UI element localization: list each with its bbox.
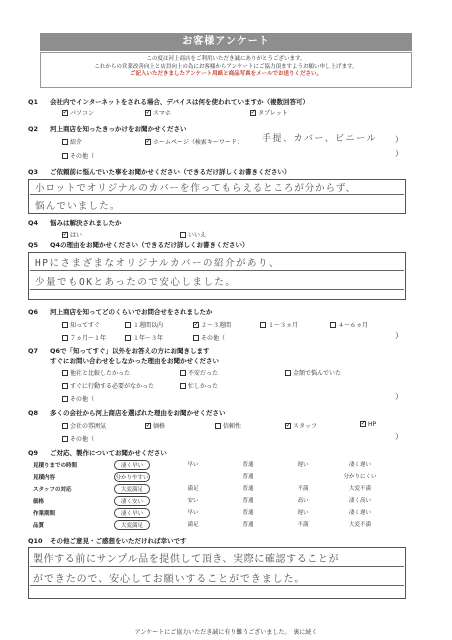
- q9-rating-option[interactable]: 高い: [297, 498, 309, 504]
- q8-opt-hp[interactable]: ✓ HP: [360, 421, 376, 428]
- q7-opt-compare[interactable]: 他社と比較したかった: [62, 368, 130, 377]
- q10-answer-line-1: 製作する前にサンプル品を提供して頂き、実際に確認することが: [33, 554, 340, 565]
- checkbox[interactable]: [125, 322, 131, 328]
- q4-heading: Q4 悩みは解決されましたか: [28, 219, 122, 227]
- intro-box: [40, 52, 412, 88]
- q7-opt-other[interactable]: その他（: [62, 394, 94, 403]
- q6-opt-2-3-weeks[interactable]: ✓ ２～３週間: [193, 320, 231, 329]
- survey-page: お客様アンケート この度は河上商店をご利用いただき誠にありがとうございます。 これからの営業改善向上と店員向上の為にお客様からアンケートにご協力頂ますようお願い申し上げます。 ご記入いただきましたアンケート用紙と商品写真をメールでお送りください。 Q1 会社内でインターネットをされる場合、デバイスは何を使われていますか（複数回答可） ✓パソコン ✓ スマホ ✓ タブレット Q2 河上商店を知ったきっかけをお聞かせください 紹介 ✓ ホームページ（検索キーワード： 手提、カバー、ビニール ） その他（ ） Q3 ご依頼前に悩んでいた事をお聞かせください（できるだけ詳しくお書きください） 小ロットでオリジナルのカバーを作ってもらえるところが分からず、 悩んでいました。 Q4 悩みは解決されましたか ✓はい いいえ Q5 Q4の理由をお聞かせください（できるだけ詳しくお書きください） HPにさまざまなオリジナルカバーの紹介があり、 少量でもOKとあったので安心しました。 Q6 河上商店を知ってどのくらいでお問合せをされましたか 知ってすぐ １週間以内 ✓ ２～３週間 １～３ヵ月 ４～６ヵ月 ７ヵ月～１年 １年～３年 その他（ ） Q7 Q6で「知ってすぐ」以外をお答えの方にお聞きします すぐにお問い合わせをしなかった理由をお聞かせください 他社と比較したかった 不安だった 金額で悩んでいた すぐに行動する必要がなかった 忙しかった その他（ ） Q8 多くの会社から河上商店を選ばれた理由をお聞かせください 会社の雰囲気 ✓ 価格 信頼性 ✓ スタッフ ✓ HP その他（ ） Q9 ご対応、製作についてお聞かせください 見積りまでの時間 凄く早い 早い 普通 遅い 凄く遅い 見積内容 分かりやすい 普通 分かりにくい スタッフの対応 大変満足 満足 普通 不満 大変不満 価格 凄く安い 安い 普通 高い 凄く高い 作業期間 凄く早い 早い 普通 遅い 凄く遅い 品質 大変満足 満足 普通 不満 大変不満 Q10 その他ご意見・ご感想をいただければ幸いです 製作する前にサンプル品を提供して頂き、実際に確認することが ができたので、安心してお願いすることができました。 アンケートにご協力いただき誠に有り難うございました。 裏に続く: [0, 0, 452, 640]
- checkbox-checked[interactable]: [62, 110, 68, 116]
- q6-opt-7-months-1-year[interactable]: ７ヵ月～１年: [62, 333, 106, 342]
- q2-opt-homepage[interactable]: ✓ ホームページ（検索キーワード：: [145, 137, 243, 146]
- q7-opt-price[interactable]: 金額で悩んでいた: [285, 368, 341, 377]
- q4-opt-yes[interactable]: ✓はい: [62, 230, 82, 239]
- q2-heading: Q2 河上商店を知ったきっかけをお聞かせください: [28, 125, 187, 133]
- intro-line-1: この度は河上商店をご利用いただき誠にありがとうございます。: [146, 56, 306, 62]
- page-title: お客様アンケート: [40, 33, 412, 51]
- q9-row-label: 品質: [33, 523, 45, 529]
- q9-rating-option[interactable]: 普通: [242, 522, 254, 528]
- q8-opt-reliability[interactable]: 信頼性: [215, 421, 241, 430]
- checkbox[interactable]: [260, 322, 266, 328]
- q9-row-label: 見積りまでの時間: [33, 463, 78, 469]
- q9-rating-option[interactable]: 安い: [187, 498, 199, 504]
- q10-heading: Q10 その他ご意見・ご感想をいただければ幸いです: [28, 537, 187, 545]
- q9-rating-option[interactable]: 早い: [187, 462, 199, 468]
- q7-opt-anxious[interactable]: 不安だった: [180, 368, 218, 377]
- q6-opt-immediately[interactable]: 知ってすぐ: [62, 320, 100, 329]
- checkbox[interactable]: [330, 322, 336, 328]
- intro-line-2: これからの営業改善向上と店員向上の為にお客様からアンケートにご協力頂ますようお願い申し上げます。: [94, 63, 358, 70]
- checkbox-checked[interactable]: [285, 423, 291, 429]
- checkbox[interactable]: [62, 423, 68, 429]
- q1-opt-smartphone[interactable]: ✓ スマホ: [145, 108, 171, 117]
- q10-answer-line-2: ができたので、安心してお願いすることができました。: [33, 574, 306, 585]
- q6-heading: Q6 河上商店を知ってどのくらいでお問合せをされましたか: [28, 308, 213, 316]
- q2-opt-other[interactable]: その他（: [62, 151, 94, 160]
- q8-opt-staff[interactable]: ✓ スタッフ: [285, 421, 317, 430]
- q2-opt-referral[interactable]: 紹介: [62, 137, 82, 146]
- q5-answer-line-1: HPにさまざまなオリジナルカバーの紹介があり、: [35, 258, 280, 269]
- q9-rating-option[interactable]: 分かりにくい: [343, 474, 377, 480]
- q9-rating-option[interactable]: 普通: [242, 510, 254, 516]
- checkbox[interactable]: [180, 383, 186, 389]
- q9-row-label: 価格: [33, 499, 45, 505]
- q9-rating-option[interactable]: 満足: [187, 486, 199, 492]
- q9-rating-option-selected[interactable]: 凄く早い: [114, 460, 150, 470]
- q8-opt-atmosphere[interactable]: 会社の雰囲気: [62, 421, 106, 430]
- q1-opt-tablet[interactable]: ✓ タブレット: [250, 108, 288, 117]
- q4-opt-no[interactable]: いいえ: [180, 230, 206, 239]
- checkbox-checked[interactable]: [62, 232, 68, 238]
- q9-row-label: スタッフの対応: [33, 487, 72, 493]
- q9-rating-option[interactable]: 普通: [242, 474, 254, 480]
- q5-heading: Q5 Q4の理由をお聞かせください（できるだけ詳しくお書きください）: [28, 241, 249, 249]
- q5-answer-line-2: 少量でもOKとあったので安心しました。: [35, 277, 237, 288]
- q1-opt-pc[interactable]: ✓パソコン: [62, 108, 94, 117]
- q6-opt-within-week[interactable]: １週間以内: [125, 320, 163, 329]
- q9-row-label: 見積内容: [33, 475, 56, 481]
- checkbox[interactable]: [193, 335, 199, 341]
- q8-opt-price[interactable]: ✓ 価格: [145, 421, 165, 430]
- checkbox[interactable]: [62, 396, 68, 402]
- q7-heading: Q7 Q6で「知ってすぐ」以外をお答えの方にお聞きします: [28, 347, 210, 355]
- q9-rating-option[interactable]: 不満: [297, 486, 309, 492]
- checkbox-checked[interactable]: [250, 110, 256, 116]
- q3-answer-line-1: 小ロットでオリジナルのカバーを作ってもらえるところが分からず、: [35, 183, 356, 194]
- q9-rating-option[interactable]: 凄く遅い: [348, 462, 371, 468]
- q2-keyword-handwriting: 手提、カバー、ビニール: [262, 134, 377, 144]
- q9-rating-option-selected[interactable]: 分かりやすい: [114, 472, 150, 482]
- q1-heading: Q1 会社内でインターネットをされる場合、デバイスは何を使われていますか（複数回答可）: [28, 98, 309, 106]
- q9-rating-option[interactable]: 凄く遅い: [348, 510, 371, 516]
- checkbox[interactable]: [62, 139, 68, 145]
- checkbox[interactable]: [62, 322, 68, 328]
- q9-rating-option-selected[interactable]: 凄く早い: [114, 508, 150, 518]
- checkbox[interactable]: [180, 370, 186, 376]
- footer-text: アンケートにご協力いただき誠に有り難うございました。 裏に続く: [134, 629, 318, 636]
- q8-opt-other[interactable]: その他（: [62, 434, 94, 443]
- q8-heading: Q8 多くの会社から河上商店を選ばれた理由をお聞かせください: [28, 409, 226, 417]
- checkbox[interactable]: [62, 370, 68, 376]
- checkbox[interactable]: [62, 335, 68, 341]
- checkbox[interactable]: [180, 232, 186, 238]
- q9-rating-option[interactable]: 不満: [297, 522, 309, 528]
- checkbox-checked[interactable]: [145, 423, 151, 429]
- checkbox[interactable]: [285, 370, 291, 376]
- q9-rating-option[interactable]: 凄く高い: [348, 498, 371, 504]
- q9-rating-option[interactable]: 大変不満: [348, 522, 371, 528]
- q9-rating-option[interactable]: 遅い: [297, 510, 309, 516]
- q7-opt-busy[interactable]: 忙しかった: [180, 381, 218, 390]
- q9-heading: Q9 ご対応、製作についてお聞かせください: [28, 449, 167, 457]
- q6-opt-1-3-months[interactable]: １～３ヵ月: [260, 320, 298, 329]
- checkbox-checked[interactable]: [193, 322, 199, 328]
- q9-rating-option-selected[interactable]: 大変満足: [114, 484, 150, 494]
- checkbox[interactable]: [62, 153, 68, 159]
- q9-rating-option[interactable]: 大変不満: [348, 486, 371, 492]
- q9-rating-option[interactable]: 早い: [187, 510, 199, 516]
- q3-heading: Q3 ご依頼前に悩んでいた事をお聞かせください（できるだけ詳しくお書きください）: [28, 168, 291, 176]
- checkbox-checked[interactable]: [360, 421, 366, 427]
- checkbox-checked[interactable]: [145, 139, 151, 145]
- intro-line-3: ご記入いただきましたアンケート用紙と商品写真をメールでお送りください。: [129, 71, 323, 77]
- q9-rating-option[interactable]: 普通: [242, 486, 254, 492]
- checkbox-checked[interactable]: [145, 110, 151, 116]
- q6-opt-1-3-years[interactable]: １年～３年: [125, 333, 163, 342]
- q6-opt-other[interactable]: その他（: [193, 333, 225, 342]
- checkbox[interactable]: [215, 423, 221, 429]
- q9-rating-option-selected[interactable]: 凄く安い: [114, 496, 150, 506]
- q9-row-label: 作業期間: [33, 511, 56, 517]
- checkbox[interactable]: [62, 383, 68, 389]
- q3-answer-line-2: 悩んでいました。: [35, 201, 121, 212]
- q7-heading-2: すぐにお問い合わせをしなかった理由をお聞かせください: [50, 357, 219, 365]
- q9-rating-option[interactable]: 普通: [242, 462, 254, 468]
- q9-rating-option[interactable]: 遅い: [297, 462, 309, 468]
- checkbox[interactable]: [62, 436, 68, 442]
- q9-rating-option[interactable]: 満足: [187, 522, 199, 528]
- q9-rating-option[interactable]: 普通: [242, 498, 254, 504]
- q6-opt-4-6-months[interactable]: ４～６ヵ月: [330, 320, 368, 329]
- checkbox[interactable]: [125, 335, 131, 341]
- q7-opt-no-need[interactable]: すぐに行動する必要がなかった: [62, 381, 154, 390]
- q9-rating-option-selected[interactable]: 大変満足: [114, 520, 150, 530]
